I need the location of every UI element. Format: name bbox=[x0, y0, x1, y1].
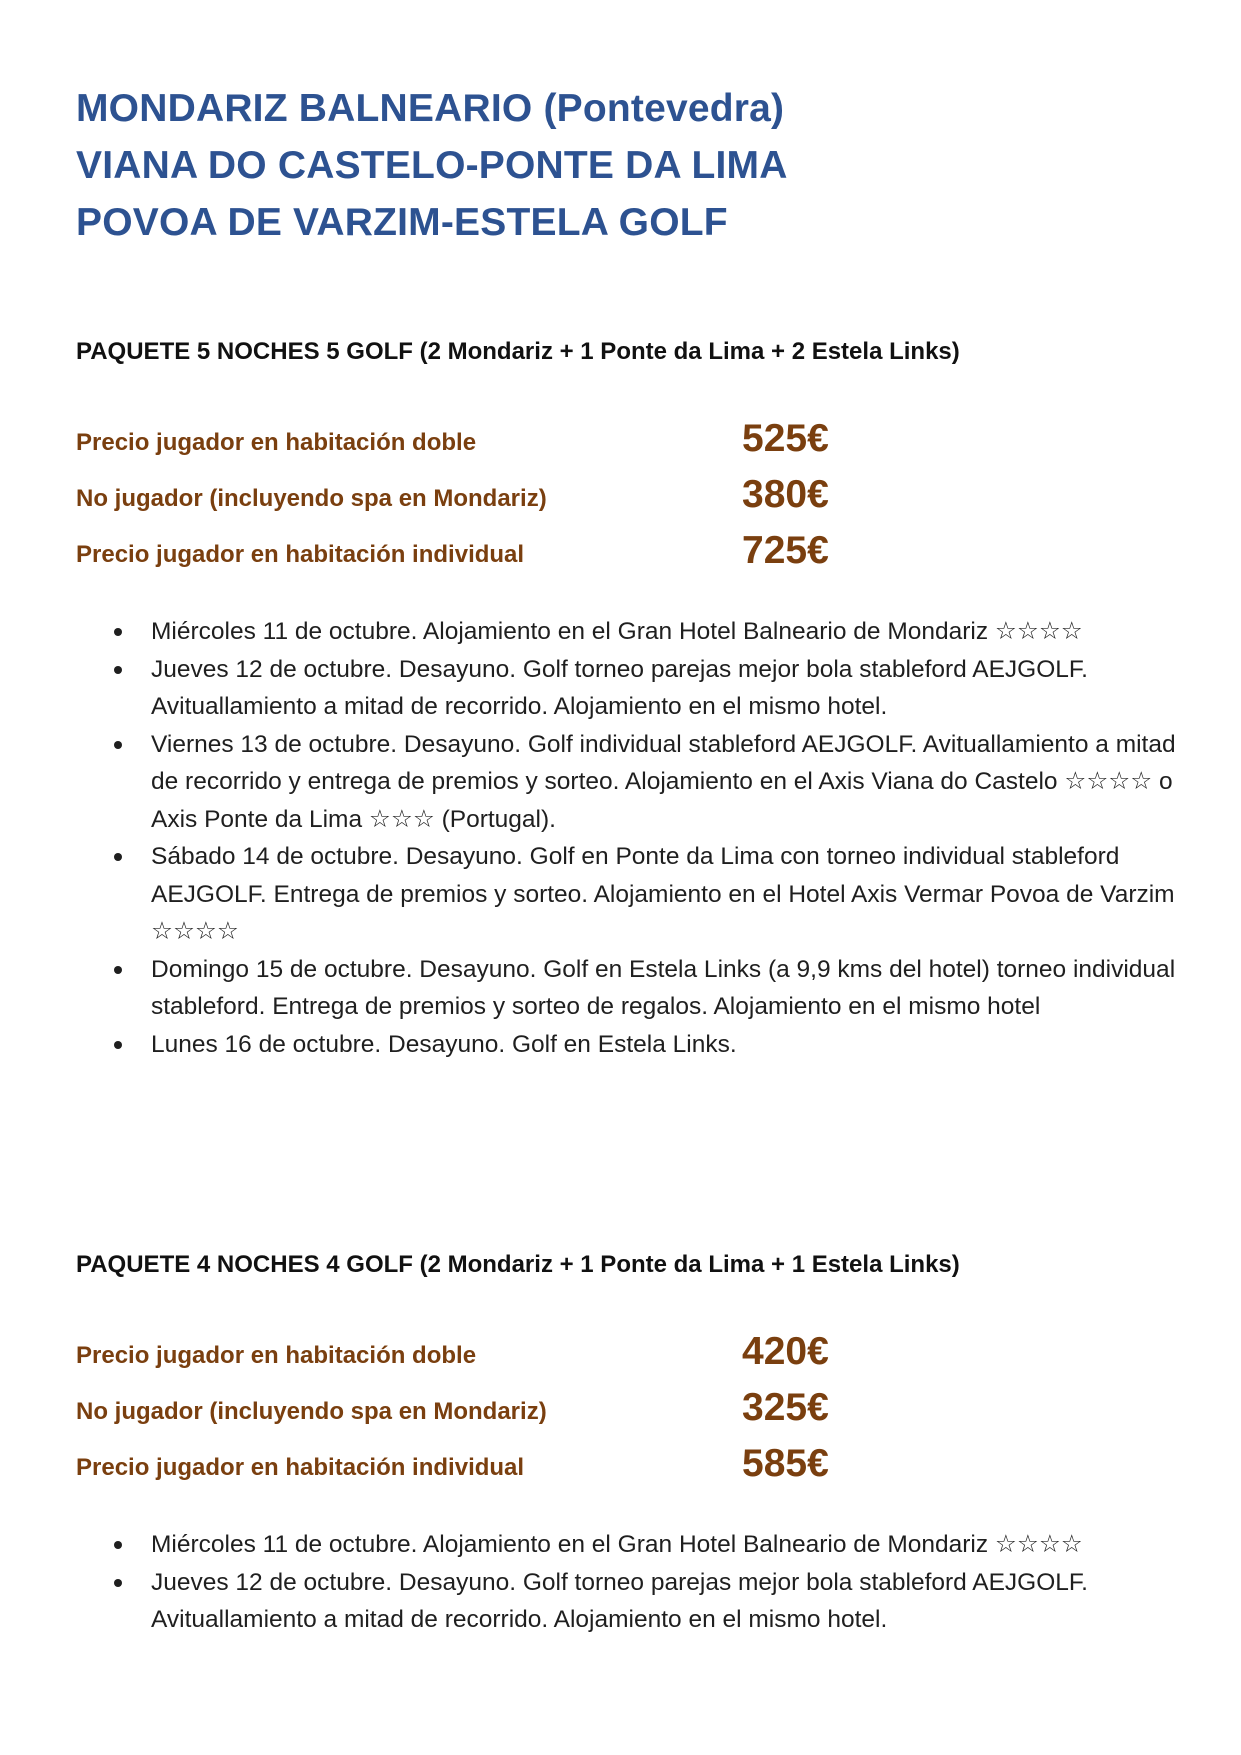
price-row bbox=[76, 471, 876, 521]
price-label: Precio jugador en habitación doble bbox=[76, 1342, 477, 1369]
itinerary-item: Jueves 12 de octubre. Desayuno. Golf torneo parejas mejor bola stableford AEJGOLF. Avituallamiento a mitad de recorrido. Alojamiento en el mismo hotel. bbox=[76, 1564, 1176, 1639]
itinerary-item: Jueves 12 de octubre. Desayuno. Golf torneo parejas mejor bola stableford AEJGOLF. Avituallamiento a mitad de recorrido. Alojamiento en el mismo hotel. bbox=[76, 651, 1176, 726]
price-label: No jugador (incluyendo spa en Mondariz) bbox=[76, 1398, 547, 1425]
title-line: POVOA DE VARZIM-ESTELA GOLF bbox=[76, 201, 728, 244]
itinerary-item: Miércoles 11 de octubre. Alojamiento en el Gran Hotel Balneario de Mondariz ☆☆☆☆ bbox=[76, 1526, 1176, 1564]
price-value: 420€ bbox=[742, 1330, 829, 1373]
price-row bbox=[76, 1440, 876, 1490]
price-row bbox=[76, 527, 876, 577]
package-heading: PAQUETE 4 NOCHES 4 GOLF (2 Mondariz + 1 Ponte da Lima + 1 Estela Links) bbox=[76, 1251, 960, 1278]
title-line: MONDARIZ BALNEARIO (Pontevedra) bbox=[76, 87, 785, 130]
itinerary-list bbox=[76, 613, 1176, 1063]
price-row bbox=[76, 415, 876, 465]
price-label: Precio jugador en habitación doble bbox=[76, 429, 477, 456]
itinerary-item: Lunes 16 de octubre. Desayuno. Golf en Estela Links. bbox=[76, 1026, 1176, 1064]
price-value: 525€ bbox=[742, 417, 829, 460]
price-value: 725€ bbox=[742, 529, 829, 572]
document-title bbox=[76, 80, 788, 251]
price-value: 585€ bbox=[742, 1442, 829, 1485]
price-row bbox=[76, 1328, 876, 1378]
itinerary-list bbox=[76, 1526, 1176, 1639]
itinerary-item: Viernes 13 de octubre. Desayuno. Golf individual stableford AEJGOLF. Avituallamiento a mitad de recorrido y entrega de premios y sorteo. Alojamiento en el Axis Viana do Castelo ☆☆☆☆ o Axis Ponte da Lima ☆☆☆ (Portugal). bbox=[76, 726, 1176, 839]
price-row bbox=[76, 1384, 876, 1434]
price-label: No jugador (incluyendo spa en Mondariz) bbox=[76, 485, 547, 512]
price-label: Precio jugador en habitación individual bbox=[76, 541, 525, 568]
itinerary-item: Sábado 14 de octubre. Desayuno. Golf en Ponte da Lima con torneo individual stableford AEJGOLF. Entrega de premios y sorteo. Alojamiento en el Hotel Axis Vermar Povoa de Varzim ☆☆☆☆ bbox=[76, 838, 1176, 951]
title-line: VIANA DO CASTELO-PONTE DA LIMA bbox=[76, 144, 788, 187]
price-value: 380€ bbox=[742, 473, 829, 516]
package-heading: PAQUETE 5 NOCHES 5 GOLF (2 Mondariz + 1 Ponte da Lima + 2 Estela Links) bbox=[76, 338, 960, 365]
itinerary-item: Miércoles 11 de octubre. Alojamiento en el Gran Hotel Balneario de Mondariz ☆☆☆☆ bbox=[76, 613, 1176, 651]
price-label: Precio jugador en habitación individual bbox=[76, 1454, 525, 1481]
itinerary-item: Domingo 15 de octubre. Desayuno. Golf en Estela Links (a 9,9 kms del hotel) torneo individual stableford. Entrega de premios y sorteo de regalos. Alojamiento en el mismo hotel bbox=[76, 951, 1176, 1026]
price-value: 325€ bbox=[742, 1386, 829, 1429]
